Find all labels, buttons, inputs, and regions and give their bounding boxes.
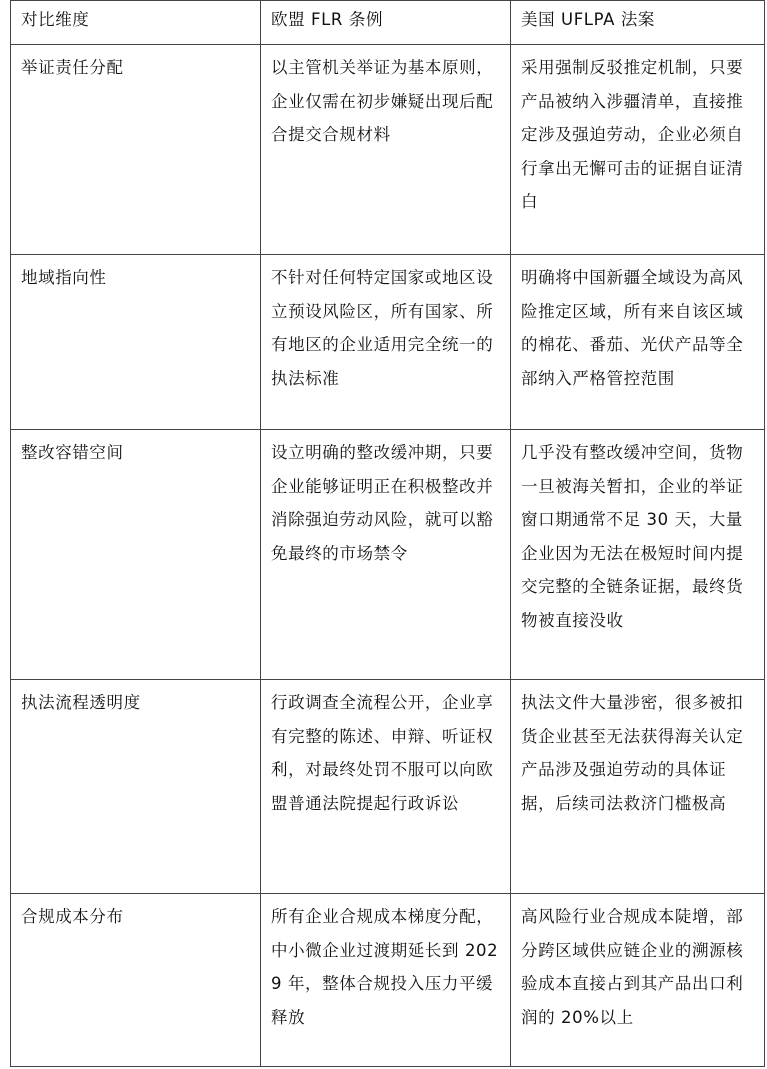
table-header-row	[11, 1, 765, 45]
us-cell: 执法文件大量涉密，很多被扣货企业甚至无法获得海关认定产品涉及强迫劳动的具体证据，后续司法救济门槛极高	[511, 680, 765, 894]
eu-cell: 设立明确的整改缓冲期，只要企业能够证明正在积极整改并消除强迫劳动风险，就可以豁免最终的市场禁令	[261, 430, 511, 680]
eu-cell: 所有企业合规成本梯度分配，中小微企业过渡期延长到 2029 年，整体合规投入压力平缓释放	[261, 894, 511, 1067]
table-row	[11, 894, 765, 1067]
table-row	[11, 255, 765, 430]
header-eu-flr: 欧盟 FLR 条例	[261, 1, 511, 45]
dimension-cell: 合规成本分布	[11, 894, 261, 1067]
header-dimension: 对比维度	[11, 1, 261, 45]
dimension-cell: 执法流程透明度	[11, 680, 261, 894]
us-cell: 明确将中国新疆全域设为高风险推定区域，所有来自该区域的棉花、番茄、光伏产品等全部纳入严格管控范围	[511, 255, 765, 430]
eu-cell: 以主管机关举证为基本原则，企业仅需在初步嫌疑出现后配合提交合规材料	[261, 45, 511, 255]
us-cell: 采用强制反驳推定机制，只要产品被纳入涉疆清单，直接推定涉及强迫劳动，企业必须自行拿出无懈可击的证据自证清白	[511, 45, 765, 255]
dimension-cell: 地域指向性	[11, 255, 261, 430]
us-cell: 几乎没有整改缓冲空间，货物一旦被海关暂扣，企业的举证窗口期通常不足 30 天，大量企业因为无法在极短时间内提交完整的全链条证据，最终货物被直接没收	[511, 430, 765, 680]
eu-cell: 不针对任何特定国家或地区设立预设风险区，所有国家、所有地区的企业适用完全统一的执法标准	[261, 255, 511, 430]
table-row	[11, 45, 765, 255]
dimension-cell: 举证责任分配	[11, 45, 261, 255]
dimension-cell: 整改容错空间	[11, 430, 261, 680]
eu-cell: 行政调查全流程公开，企业享有完整的陈述、申辩、听证权利，对最终处罚不服可以向欧盟普通法院提起行政诉讼	[261, 680, 511, 894]
comparison-table	[10, 0, 765, 1067]
table-row	[11, 680, 765, 894]
us-cell: 高风险行业合规成本陡增，部分跨区域供应链企业的溯源核验成本直接占到其产品出口利润的 20%以上	[511, 894, 765, 1067]
header-us-uflpa: 美国 UFLPA 法案	[511, 1, 765, 45]
table-row	[11, 430, 765, 680]
